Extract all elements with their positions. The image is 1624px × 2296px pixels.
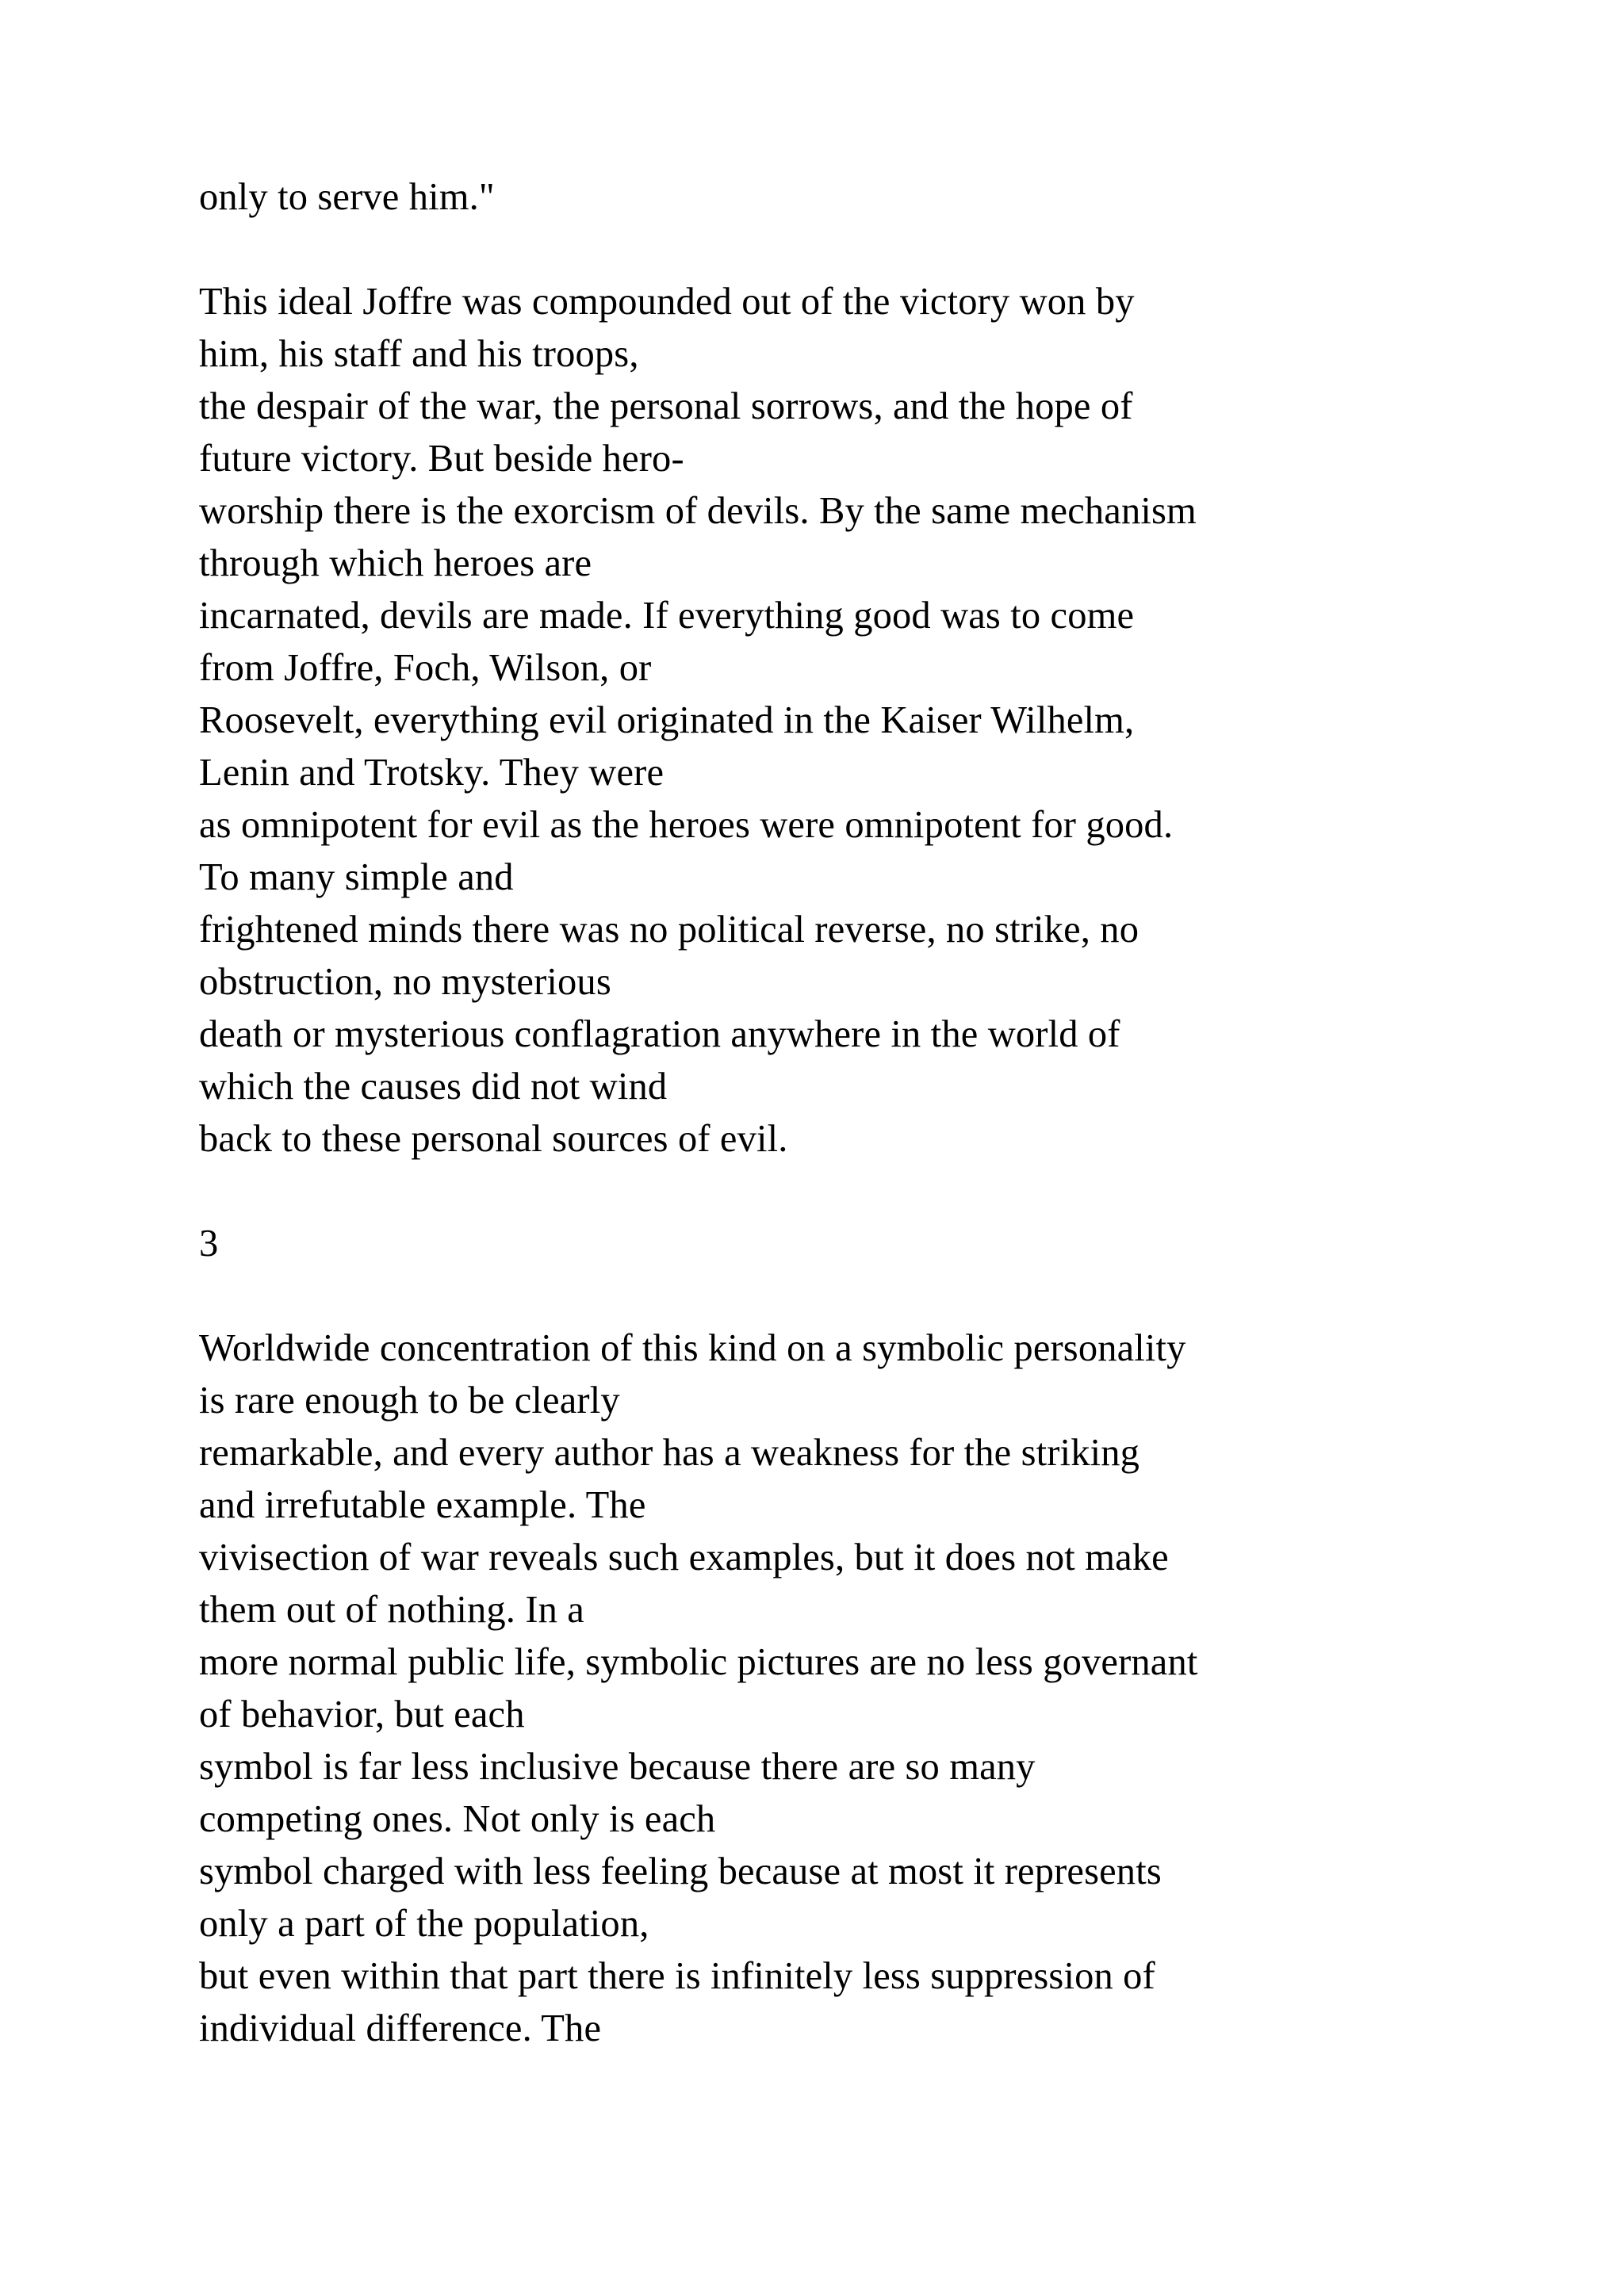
text-line: competing ones. Not only is each [199, 1798, 716, 1840]
text-line: but even within that part there is infinitely less suppression of [199, 1955, 1155, 1997]
text-line: Roosevelt, everything evil originated in the Kaiser Wilhelm, [199, 699, 1135, 741]
text-line: symbol charged with less feeling because at most it represents [199, 1850, 1162, 1892]
text-line: vivisection of war reveals such examples, but it does not make [199, 1536, 1169, 1578]
document-body [199, 171, 1500, 2055]
text-line: frightened minds there was no political reverse, no strike, no [199, 909, 1139, 951]
text-line: Worldwide concentration of this kind on a symbolic personality [199, 1327, 1186, 1369]
text-line: incarnated, devils are made. If everything good was to come [199, 595, 1135, 637]
text-line: of behavior, but each [199, 1693, 525, 1735]
paragraph [199, 276, 1500, 1165]
text-line: is rare enough to be clearly [199, 1380, 620, 1422]
paragraph-spacer [199, 1165, 1500, 1218]
text-line: through which heroes are [199, 542, 592, 584]
text-line: Lenin and Trotsky. They were [199, 752, 665, 794]
text-line: him, his staff and his troops, [199, 333, 639, 375]
text-line: them out of nothing. In a [199, 1589, 584, 1631]
text-line: To many simple and [199, 856, 514, 898]
text-line: and irrefutable example. The [199, 1484, 646, 1526]
paragraph [199, 1322, 1500, 2055]
text-line: obstruction, no mysterious [199, 961, 611, 1003]
text-line: which the causes did not wind [199, 1066, 668, 1108]
text-line: from Joffre, Foch, Wilson, or [199, 647, 652, 689]
text-line: as omnipotent for evil as the heroes were omnipotent for good. [199, 804, 1174, 846]
text-line: worship there is the exorcism of devils. By the same mechanism [199, 490, 1197, 532]
paragraph-spacer [199, 224, 1500, 276]
text-line: This ideal Joffre was compounded out of the victory won by [199, 281, 1135, 323]
text-line: back to these personal sources of evil. [199, 1118, 788, 1160]
text-line: the despair of the war, the personal sorrows, and the hope of [199, 385, 1133, 427]
text-line: only to serve him." [199, 176, 495, 218]
text-line: symbol is far less inclusive because there are so many [199, 1746, 1036, 1788]
text-line: remarkable, and every author has a weakness for the striking [199, 1432, 1140, 1474]
text-line: more normal public life, symbolic pictures are no less governant [199, 1641, 1198, 1683]
paragraph-spacer [199, 1270, 1500, 1322]
text-line: individual difference. The [199, 2007, 602, 2049]
text-line: future victory. But beside hero- [199, 438, 684, 480]
section-number: 3 [199, 1223, 219, 1265]
text-line: death or mysterious conflagration anywhere in the world of [199, 1013, 1120, 1055]
text-line: only a part of the population, [199, 1903, 649, 1945]
